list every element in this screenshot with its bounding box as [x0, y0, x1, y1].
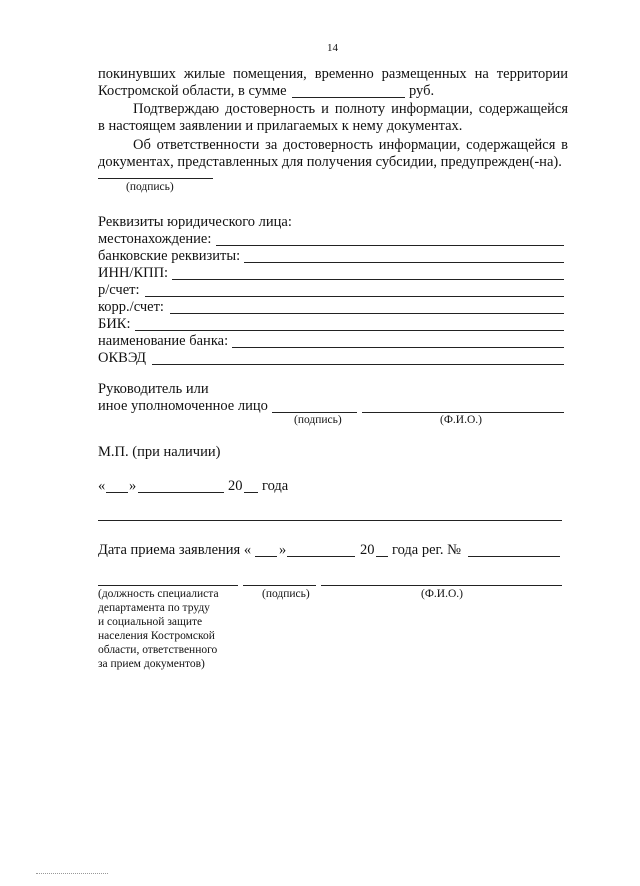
specialist-signature-caption: (подпись) — [262, 588, 310, 600]
specialist-name-field[interactable] — [321, 585, 562, 586]
reception-year-field[interactable] — [376, 556, 388, 557]
date-year-prefix: 20 — [228, 478, 243, 494]
account-label: р/счет: — [98, 282, 140, 298]
date-day-field[interactable] — [106, 492, 128, 493]
okved-field[interactable] — [152, 364, 564, 365]
date-month-field[interactable] — [138, 492, 224, 493]
registration-number-field[interactable] — [468, 556, 560, 557]
paragraph-2-line-1: Подтверждаю достоверность и полноту информации, содержащейся — [133, 101, 568, 117]
date-close-quote: » — [129, 478, 137, 494]
paragraph-3-line-1: Об ответственности за достоверность информации, содержащейся в — [133, 137, 568, 153]
corr-account-field[interactable] — [170, 313, 564, 314]
paragraph-1-currency: руб. — [409, 83, 435, 99]
reception-month-field[interactable] — [287, 556, 355, 557]
bik-field[interactable] — [135, 330, 564, 331]
okved-label: ОКВЭД — [98, 350, 147, 366]
separator-line — [98, 520, 562, 521]
specialist-name-caption: (Ф.И.О.) — [421, 588, 463, 600]
stamp-label: М.П. (при наличии) — [98, 444, 221, 460]
requisites-title: Реквизиты юридического лица: — [98, 214, 292, 230]
paragraph-1-line-2-start: Костромской области, в сумме — [98, 83, 287, 99]
date-open-quote: « — [98, 478, 106, 494]
head-name-field[interactable] — [362, 412, 564, 413]
bank-name-field[interactable] — [232, 347, 564, 348]
inn-kpp-field[interactable] — [172, 279, 564, 280]
applicant-signature-caption: (подпись) — [126, 181, 174, 193]
head-signature-field[interactable] — [272, 412, 357, 413]
reception-day-field[interactable] — [255, 556, 277, 557]
paragraph-1-line-1: покинувших жилые помещения, временно размещенных на территории — [98, 66, 568, 82]
paragraph-3-line-2: документах, представленных для получения субсидии, предупрежден(-на). — [98, 154, 562, 170]
corr-account-label: корр./счет: — [98, 299, 164, 315]
specialist-signature-field[interactable] — [243, 585, 316, 586]
specialist-position-caption-1: (должность специалиста — [98, 588, 219, 600]
bank-name-label: наименование банка: — [98, 333, 229, 349]
head-name-caption: (Ф.И.О.) — [440, 414, 482, 426]
head-title-line-1: Руководитель или — [98, 381, 209, 397]
specialist-position-caption-2: департамента по труду — [98, 602, 210, 614]
amount-field[interactable] — [292, 97, 405, 98]
head-signature-caption: (подпись) — [294, 414, 342, 426]
applicant-signature-field[interactable] — [98, 178, 213, 179]
location-field[interactable] — [216, 245, 564, 246]
head-title-line-2: иное уполномоченное лицо — [98, 398, 268, 414]
reception-reg-label: года рег. № — [392, 542, 461, 558]
date-year-suffix: года — [262, 478, 289, 494]
specialist-position-caption-6: за прием документов) — [98, 658, 205, 670]
account-field[interactable] — [145, 296, 564, 297]
location-label: местонахождение: — [98, 231, 212, 247]
specialist-position-caption-5: области, ответственного — [98, 644, 218, 656]
scan-artifact-line — [36, 873, 108, 874]
specialist-position-field[interactable] — [98, 585, 238, 586]
page-number: 14 — [327, 42, 338, 54]
bik-label: БИК: — [98, 316, 131, 332]
inn-kpp-label: ИНН/КПП: — [98, 265, 169, 281]
reception-close-quote: » — [279, 542, 287, 558]
reception-year-prefix: 20 — [360, 542, 375, 558]
specialist-position-caption-4: населения Костромской — [98, 630, 215, 642]
date-year-field[interactable] — [244, 492, 258, 493]
bank-details-label: банковские реквизиты: — [98, 248, 241, 264]
bank-details-field[interactable] — [244, 262, 564, 263]
paragraph-2-line-2: в настоящем заявлении и прилагаемых к нему документах. — [98, 118, 463, 134]
reception-label: Дата приема заявления « — [98, 542, 252, 558]
specialist-position-caption-3: и социальной защите — [98, 616, 203, 628]
